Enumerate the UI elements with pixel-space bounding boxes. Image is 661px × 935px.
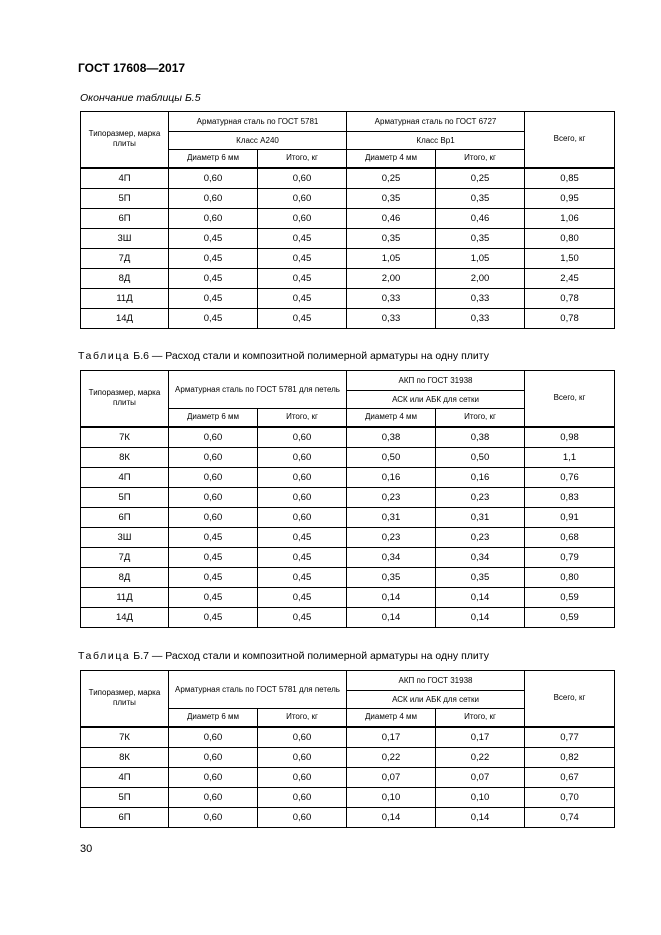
table-cell: 2,00 — [436, 268, 525, 288]
table-cell: 0,22 — [347, 747, 436, 767]
table-cell: 0,59 — [525, 587, 615, 607]
table-cell: 0,50 — [436, 447, 525, 467]
table-cell: 0,46 — [347, 208, 436, 228]
col-header-subtotal-2: Итого, кг — [436, 709, 525, 727]
table-cell: 0,85 — [525, 168, 615, 189]
table-cell: 0,45 — [258, 547, 347, 567]
table-row — [81, 427, 615, 448]
table-b6-body — [81, 427, 615, 628]
table-cell: 0,60 — [169, 188, 258, 208]
table-cell: 0,60 — [169, 487, 258, 507]
table-b5-caption: Окончание таблицы Б.5 — [80, 92, 201, 104]
table-cell: 0,45 — [169, 268, 258, 288]
table-row — [81, 208, 615, 228]
table-b7-caption-label: Таблица — [78, 650, 131, 662]
table-cell: 0,35 — [436, 228, 525, 248]
table-cell: 0,91 — [525, 507, 615, 527]
table-row — [81, 487, 615, 507]
table-cell: 0,45 — [169, 587, 258, 607]
table-cell: 0,77 — [525, 727, 615, 748]
row-label-cell: 7Д — [81, 248, 169, 268]
table-cell: 0,83 — [525, 487, 615, 507]
table-b6-caption-label: Таблица — [78, 350, 131, 362]
row-label-cell: 3Ш — [81, 527, 169, 547]
table-cell: 0,60 — [169, 208, 258, 228]
table-cell: 0,74 — [525, 807, 615, 827]
col-header-diameter-6: Диаметр 6 мм — [169, 150, 258, 168]
table-cell: 0,38 — [436, 427, 525, 448]
table-cell: 0,10 — [347, 787, 436, 807]
table-cell: 0,60 — [169, 787, 258, 807]
table-cell: 0,45 — [258, 288, 347, 308]
table-row — [81, 228, 615, 248]
table-cell: 1,06 — [525, 208, 615, 228]
table-cell: 0,78 — [525, 308, 615, 328]
table-cell: 1,05 — [436, 248, 525, 268]
row-label-cell: 11Д — [81, 288, 169, 308]
table-cell: 0,60 — [169, 767, 258, 787]
table-b6-caption — [78, 350, 489, 362]
table-cell: 0,33 — [436, 288, 525, 308]
table-b7 — [80, 670, 615, 828]
col-header-akp: АКП по ГОСТ 31938 — [347, 671, 525, 691]
table-cell: 0,31 — [436, 507, 525, 527]
table-cell: 0,60 — [169, 747, 258, 767]
col-header-type: Типоразмер, марка плиты — [81, 112, 169, 168]
table-row — [81, 607, 615, 627]
table-cell: 0,45 — [258, 567, 347, 587]
table-cell: 0,45 — [258, 527, 347, 547]
table-cell: 0,60 — [169, 467, 258, 487]
table-cell: 0,98 — [525, 427, 615, 448]
row-label-cell: 7Д — [81, 547, 169, 567]
table-cell: 0,17 — [347, 727, 436, 748]
table-cell: 0,14 — [436, 807, 525, 827]
table-cell: 0,45 — [258, 607, 347, 627]
table-cell: 0,07 — [347, 767, 436, 787]
table-cell: 0,60 — [169, 427, 258, 448]
table-cell: 0,17 — [436, 727, 525, 748]
table-b5 — [80, 111, 615, 329]
row-label-cell: 4П — [81, 168, 169, 189]
table-cell: 0,60 — [258, 747, 347, 767]
col-header-type: Типоразмер, марка плиты — [81, 671, 169, 727]
table-b7-caption-text: Б.7 — Расход стали и композитной полимерной арматуры на одну плиту — [133, 650, 489, 662]
table-cell: 0,60 — [258, 168, 347, 189]
col-header-subtotal-2: Итого, кг — [436, 150, 525, 168]
col-header-steel-6727: Арматурная сталь по ГОСТ 6727 — [347, 112, 525, 132]
table-cell: 0,80 — [525, 228, 615, 248]
row-label-cell: 11Д — [81, 587, 169, 607]
table-cell: 0,60 — [258, 727, 347, 748]
table-cell: 0,45 — [258, 587, 347, 607]
table-row — [81, 727, 615, 748]
table-cell: 0,14 — [347, 587, 436, 607]
table-cell: 0,14 — [436, 607, 525, 627]
table-cell: 0,14 — [347, 807, 436, 827]
table-row — [81, 288, 615, 308]
row-label-cell: 4П — [81, 467, 169, 487]
table-row — [81, 787, 615, 807]
table-cell: 0,14 — [347, 607, 436, 627]
col-header-diameter-4: Диаметр 4 мм — [347, 150, 436, 168]
table-cell: 1,50 — [525, 248, 615, 268]
table-cell: 0,07 — [436, 767, 525, 787]
col-header-akp: АКП по ГОСТ 31938 — [347, 371, 525, 391]
col-header-subtotal-1: Итого, кг — [258, 150, 347, 168]
table-cell: 0,60 — [169, 727, 258, 748]
table-row — [81, 747, 615, 767]
table-cell: 0,23 — [436, 527, 525, 547]
col-header-steel-5781: Арматурная сталь по ГОСТ 5781 для петель — [169, 671, 347, 709]
table-row — [81, 168, 615, 189]
table-cell: 0,60 — [258, 507, 347, 527]
table-row — [81, 567, 615, 587]
table-cell: 0,45 — [258, 268, 347, 288]
table-cell: 0,25 — [347, 168, 436, 189]
table-b7-body — [81, 727, 615, 828]
table-cell: 0,35 — [347, 567, 436, 587]
table-cell: 1,05 — [347, 248, 436, 268]
table-cell: 0,35 — [347, 228, 436, 248]
col-header-subtotal-1: Итого, кг — [258, 709, 347, 727]
table-row — [81, 268, 615, 288]
row-label-cell: 8К — [81, 747, 169, 767]
table-cell: 0,45 — [169, 248, 258, 268]
table-cell: 0,60 — [169, 507, 258, 527]
table-row — [81, 527, 615, 547]
table-cell: 2,45 — [525, 268, 615, 288]
table-cell: 0,60 — [258, 487, 347, 507]
table-cell: 0,45 — [258, 248, 347, 268]
row-label-cell: 8К — [81, 447, 169, 467]
table-cell: 2,00 — [347, 268, 436, 288]
table-row — [81, 188, 615, 208]
table-cell: 0,35 — [436, 188, 525, 208]
table-cell: 0,60 — [258, 467, 347, 487]
table-cell: 0,33 — [436, 308, 525, 328]
table-cell: 0,23 — [347, 527, 436, 547]
table-b6-caption-text: Б.6 — Расход стали и композитной полимерной арматуры на одну плиту — [133, 350, 489, 362]
table-b6 — [80, 370, 615, 628]
table-cell: 0,60 — [258, 767, 347, 787]
row-label-cell: 8Д — [81, 268, 169, 288]
row-label-cell: 6П — [81, 807, 169, 827]
table-cell: 0,76 — [525, 467, 615, 487]
table-cell: 0,35 — [436, 567, 525, 587]
table-cell: 0,60 — [169, 168, 258, 189]
table-cell: 0,60 — [169, 447, 258, 467]
col-header-subtotal-1: Итого, кг — [258, 409, 347, 427]
table-cell: 0,50 — [347, 447, 436, 467]
table-cell: 0,22 — [436, 747, 525, 767]
col-header-ask-abk: АСК или АБК для сетки — [347, 391, 525, 409]
row-label-cell: 5П — [81, 787, 169, 807]
col-header-total: Всего, кг — [525, 671, 615, 727]
row-label-cell: 14Д — [81, 308, 169, 328]
col-header-ask-abk: АСК или АБК для сетки — [347, 691, 525, 709]
table-row — [81, 447, 615, 467]
row-label-cell: 14Д — [81, 607, 169, 627]
col-header-class-vr1: Класс Вр1 — [347, 132, 525, 150]
col-header-total: Всего, кг — [525, 112, 615, 168]
table-cell: 0,16 — [436, 467, 525, 487]
table-cell: 0,60 — [169, 807, 258, 827]
row-label-cell: 7К — [81, 727, 169, 748]
table-cell: 0,45 — [169, 308, 258, 328]
table-cell: 0,45 — [169, 288, 258, 308]
col-header-type: Типоразмер, марка плиты — [81, 371, 169, 427]
row-label-cell: 8Д — [81, 567, 169, 587]
col-header-total: Всего, кг — [525, 371, 615, 427]
table-cell: 0,45 — [169, 547, 258, 567]
col-header-steel-5781: Арматурная сталь по ГОСТ 5781 — [169, 112, 347, 132]
table-cell: 0,45 — [169, 527, 258, 547]
table-row — [81, 767, 615, 787]
table-cell: 0,59 — [525, 607, 615, 627]
table-cell: 0,45 — [258, 308, 347, 328]
row-label-cell: 5П — [81, 188, 169, 208]
table-row — [81, 807, 615, 827]
table-cell: 0,34 — [347, 547, 436, 567]
table-cell: 0,45 — [169, 607, 258, 627]
table-cell: 0,60 — [258, 188, 347, 208]
table-cell: 0,68 — [525, 527, 615, 547]
table-cell: 0,23 — [347, 487, 436, 507]
table-row — [81, 248, 615, 268]
table-cell: 0,31 — [347, 507, 436, 527]
table-cell: 0,38 — [347, 427, 436, 448]
table-cell: 1,1 — [525, 447, 615, 467]
table-cell: 0,60 — [258, 427, 347, 448]
table-cell: 0,70 — [525, 787, 615, 807]
table-cell: 0,25 — [436, 168, 525, 189]
col-header-steel-5781: Арматурная сталь по ГОСТ 5781 для петель — [169, 371, 347, 409]
row-label-cell: 6П — [81, 208, 169, 228]
page-number: 30 — [80, 843, 93, 855]
table-cell: 0,46 — [436, 208, 525, 228]
table-cell: 0,35 — [347, 188, 436, 208]
col-header-diameter-6: Диаметр 6 мм — [169, 709, 258, 727]
table-row — [81, 587, 615, 607]
table-row — [81, 507, 615, 527]
table-cell: 0,45 — [169, 567, 258, 587]
table-cell: 0,23 — [436, 487, 525, 507]
col-header-class-a240: Класс А240 — [169, 132, 347, 150]
table-row — [81, 308, 615, 328]
table-b7-caption — [78, 650, 489, 662]
table-cell: 0,95 — [525, 188, 615, 208]
row-label-cell: 4П — [81, 767, 169, 787]
table-row — [81, 467, 615, 487]
col-header-diameter-4: Диаметр 4 мм — [347, 709, 436, 727]
table-cell: 0,82 — [525, 747, 615, 767]
table-cell: 0,33 — [347, 308, 436, 328]
table-cell: 0,45 — [169, 228, 258, 248]
table-cell: 0,10 — [436, 787, 525, 807]
table-cell: 0,67 — [525, 767, 615, 787]
table-cell: 0,33 — [347, 288, 436, 308]
table-cell: 0,60 — [258, 208, 347, 228]
document-header: ГОСТ 17608—2017 — [78, 61, 186, 75]
table-b5-body — [81, 168, 615, 329]
col-header-diameter-6: Диаметр 6 мм — [169, 409, 258, 427]
table-cell: 0,78 — [525, 288, 615, 308]
table-cell: 0,79 — [525, 547, 615, 567]
row-label-cell: 7К — [81, 427, 169, 448]
table-cell: 0,60 — [258, 807, 347, 827]
table-cell: 0,60 — [258, 447, 347, 467]
table-cell: 0,80 — [525, 567, 615, 587]
table-row — [81, 547, 615, 567]
table-cell: 0,60 — [258, 787, 347, 807]
table-cell: 0,45 — [258, 228, 347, 248]
table-cell: 0,16 — [347, 467, 436, 487]
col-header-diameter-4: Диаметр 4 мм — [347, 409, 436, 427]
col-header-subtotal-2: Итого, кг — [436, 409, 525, 427]
table-cell: 0,14 — [436, 587, 525, 607]
table-cell: 0,34 — [436, 547, 525, 567]
row-label-cell: 3Ш — [81, 228, 169, 248]
row-label-cell: 6П — [81, 507, 169, 527]
row-label-cell: 5П — [81, 487, 169, 507]
